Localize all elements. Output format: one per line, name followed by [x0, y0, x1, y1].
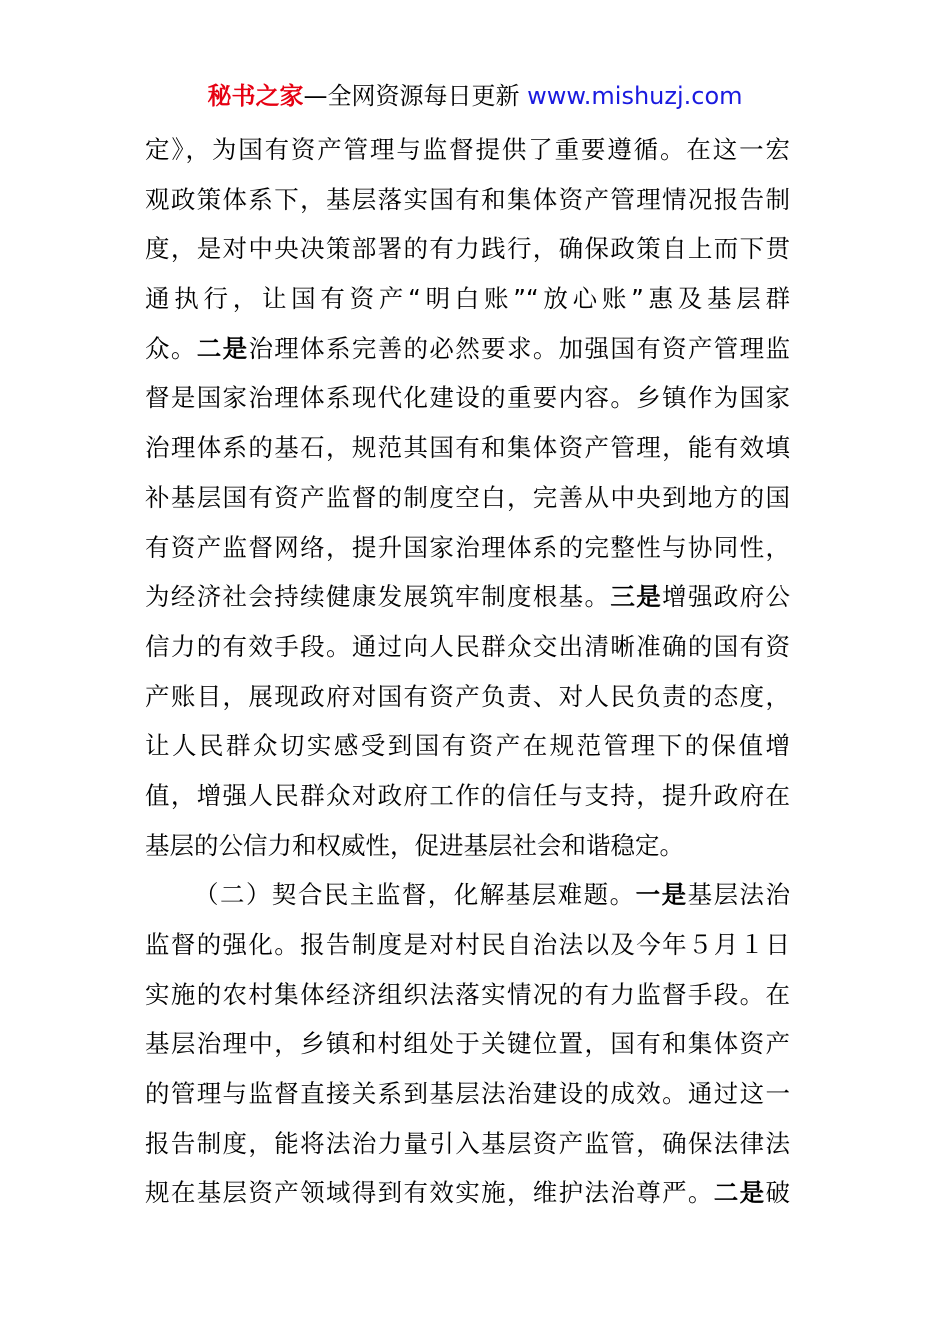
text-line: 值，增强人民群众对政府工作的信任与支持，提升政府在: [145, 780, 790, 810]
brand-name: 秘书之家: [207, 82, 304, 110]
text-line: 让人民群众切实感受到国有资产在规范管理下的保值增: [145, 731, 790, 761]
text-line: 信力的有效手段。通过向人民群众交出清晰准确的国有资: [145, 631, 790, 661]
text-line: 报告制度，能将法治力量引入基层资产监管，确保法律法: [145, 1128, 790, 1158]
page-header: [0, 78, 950, 114]
text-line: 为经济社会持续健康发展筑牢制度根基。三是增强政府公: [145, 582, 791, 612]
text-line: 产账目，展现政府对国有资产负责、对人民负责的态度，: [145, 681, 790, 711]
text-line: 众。二是治理体系完善的必然要求。加强国有资产管理监: [145, 333, 791, 363]
text-line: （二）契合民主监督，化解基层难题。一是基层法治: [194, 880, 791, 910]
text-line: 治理体系的基石，规范其国有和集体资产管理，能有效填: [145, 433, 790, 463]
text-line: 观政策体系下，基层落实国有和集体资产管理情况报告制: [145, 184, 790, 214]
text-line: 的管理与监督直接关系到基层法治建设的成效。通过这一: [145, 1079, 790, 1109]
bold-keyword: 二是: [713, 1178, 766, 1208]
text-line: 监督的强化。报告制度是对村民自治法以及今年５月１日: [145, 930, 790, 959]
bold-keyword: 一是: [635, 880, 688, 910]
text-line: 有资产监督网络，提升国家治理体系的完整性与协同性，: [145, 532, 790, 562]
bold-keyword: 三是: [610, 582, 663, 612]
text-line: 补基层国有资产监督的制度空白，完善从中央到地方的国: [145, 482, 790, 512]
text-line: 实施的农村集体经济组织法落实情况的有力监督手段。在: [145, 979, 790, 1009]
header-tagline: —全网资源每日更新: [303, 82, 520, 110]
text-line: 度，是对中央决策部署的有力践行，确保政策自上而下贯: [145, 234, 790, 264]
text-line: 通执行，让国有资产“明白账”“放心账”惠及基层群: [145, 284, 790, 314]
text-line: 基层的公信力和权威性，促进基层社会和谐稳定。: [145, 830, 684, 860]
site-url-link[interactable]: www.mishuzj.com: [527, 82, 743, 110]
text-line: 基层治理中，乡镇和村组处于关键位置，国有和集体资产: [145, 1029, 790, 1059]
bold-keyword: 二是: [196, 333, 249, 363]
text-line: 规在基层资产领域得到有效实施，维护法治尊严。二是破: [145, 1178, 791, 1208]
text-line: 督是国家治理体系现代化建设的重要内容。乡镇作为国家: [145, 383, 790, 413]
text-line: 定》，为国有资产管理与监督提供了重要遵循。在这一宏: [145, 135, 790, 164]
document-body: [145, 125, 790, 1218]
